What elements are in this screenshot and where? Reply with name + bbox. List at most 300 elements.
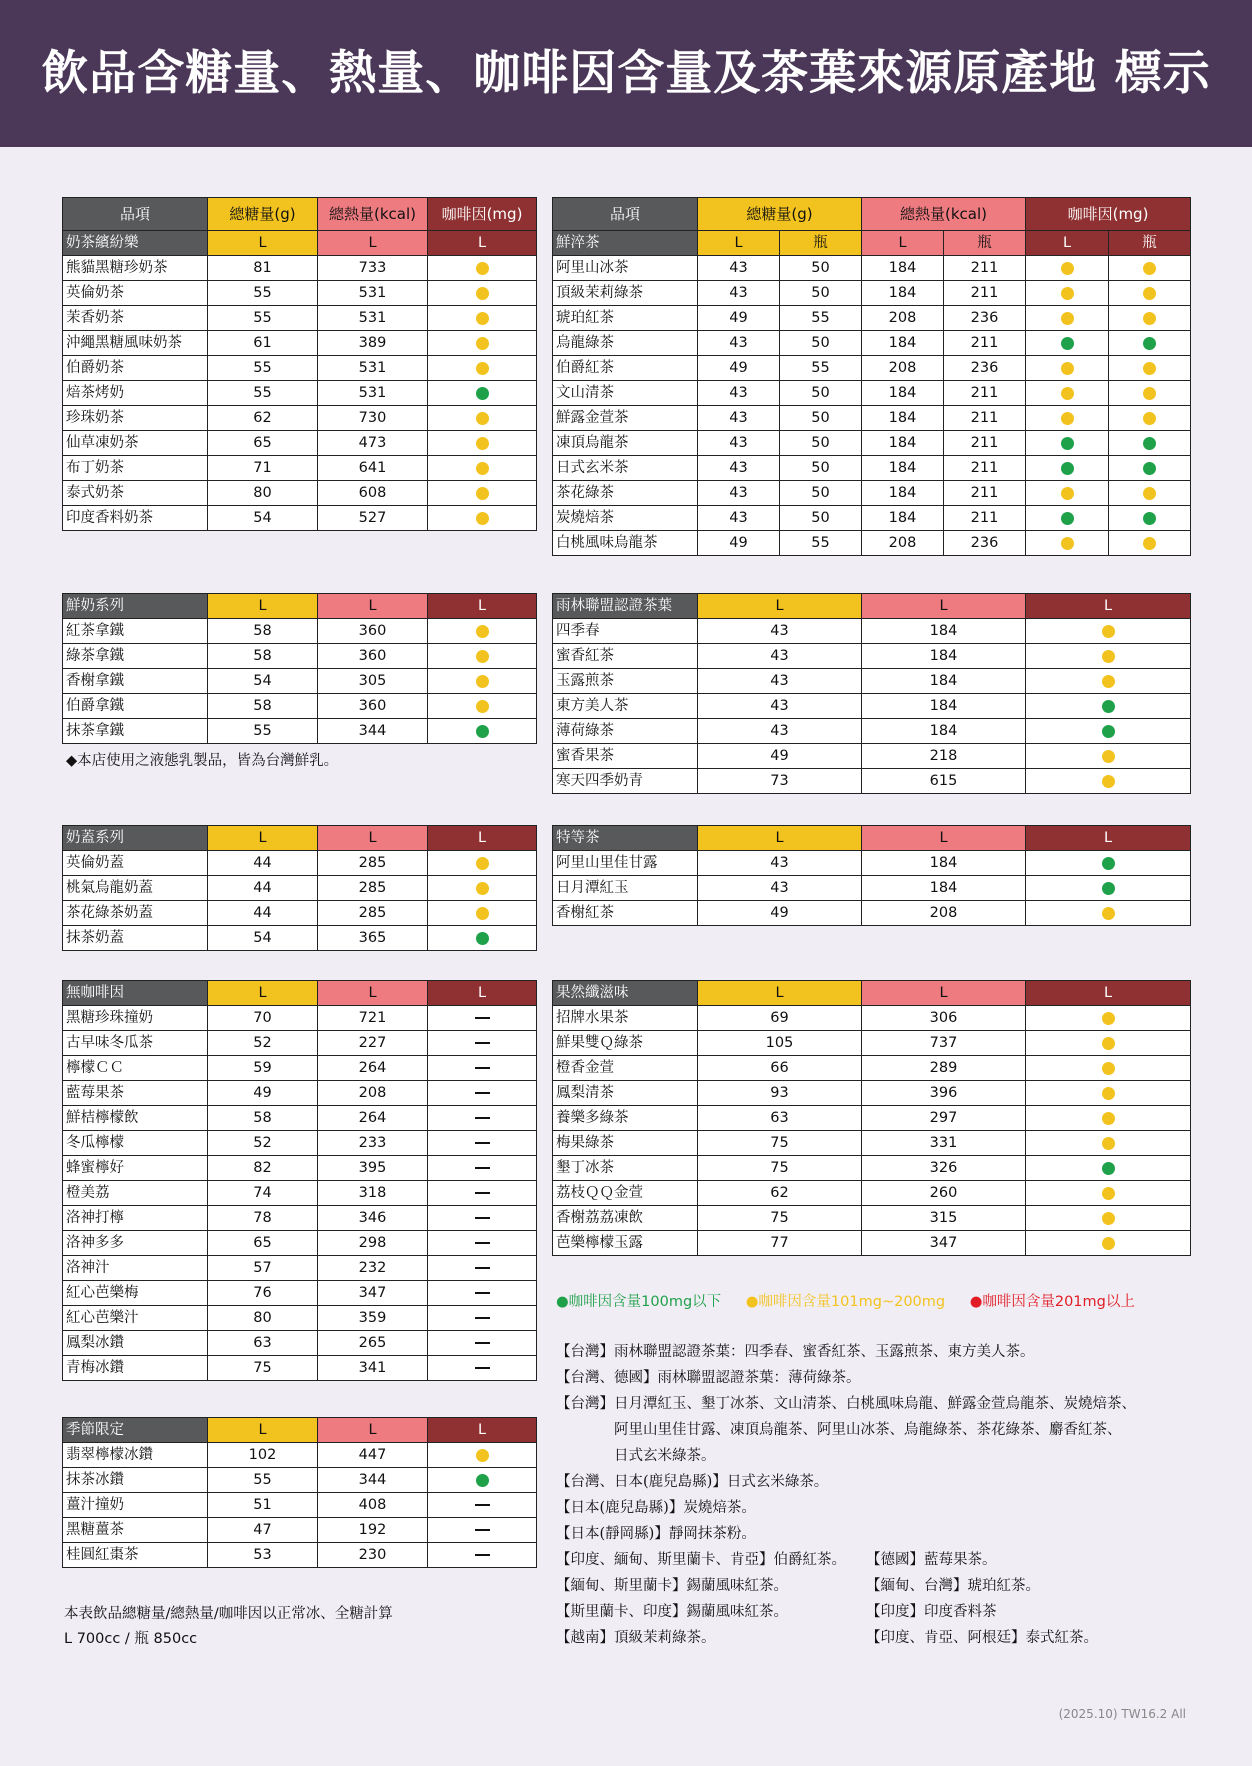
caffeine-cell	[428, 694, 537, 719]
table-row	[63, 506, 537, 531]
size-label: L	[428, 231, 537, 256]
sugar-value: 58	[208, 694, 318, 719]
item-name: 茶花綠茶	[553, 481, 698, 506]
sugar-value: 43	[698, 644, 862, 669]
item-name: 寒天四季奶青	[553, 769, 698, 794]
sugar-value: 81	[208, 256, 318, 281]
green-caffeine-dot	[1143, 462, 1156, 475]
sugar-value: 55	[208, 381, 318, 406]
decaf-table	[62, 980, 537, 1381]
table-row	[63, 481, 537, 506]
caffeine-cell	[1026, 694, 1191, 719]
yellow-caffeine-dot	[1143, 537, 1156, 550]
kcal-value: 184	[862, 281, 944, 306]
section-header-row	[63, 1418, 537, 1443]
sugar-value: 77	[698, 1231, 862, 1256]
kcal-value: 326	[862, 1156, 1026, 1181]
table-row	[63, 1231, 537, 1256]
caffeine-cell	[1109, 506, 1191, 531]
size-label: L	[428, 981, 537, 1006]
kcal-value: 347	[862, 1231, 1026, 1256]
header-kcal: 總熱量(kcal)	[318, 198, 428, 231]
fresh-tea-table	[552, 197, 1191, 556]
caffeine-cell	[428, 1306, 537, 1331]
table-row	[63, 1518, 537, 1543]
table-row	[553, 769, 1191, 794]
sugar-value: 49	[698, 306, 780, 331]
item-name: 洛神多多	[63, 1231, 208, 1256]
table-row	[63, 431, 537, 456]
section-name: 鮮奶系列	[63, 594, 208, 619]
item-name: 鳳梨清茶	[553, 1081, 698, 1106]
item-name: 白桃風味烏龍茶	[553, 531, 698, 556]
caffeine-cell	[428, 1031, 537, 1056]
sugar-value: 70	[208, 1006, 318, 1031]
bottom-note-calc: 本表飲品總糖量/總熱量/咖啡因以正常冰、全糖計算	[64, 1606, 393, 1622]
kcal-value: 318	[318, 1181, 428, 1206]
caffeine-cell	[1026, 1206, 1191, 1231]
size-label: L	[428, 594, 537, 619]
yellow-caffeine-dot	[1102, 650, 1115, 663]
no-caffeine-dash	[475, 1142, 490, 1144]
item-name: 玉露煎茶	[553, 669, 698, 694]
sugar-value-bottle: 50	[780, 331, 862, 356]
origin-line: 【日本(鹿兒島縣)】炭燒焙茶。	[556, 1500, 756, 1516]
kcal-value: 341	[318, 1356, 428, 1381]
table-row	[63, 1468, 537, 1493]
table-row	[553, 669, 1191, 694]
kcal-value: 208	[318, 1081, 428, 1106]
origin-line: 【斯里蘭卡、印度】錫蘭風味紅茶。	[556, 1604, 788, 1620]
table-row	[63, 1056, 537, 1081]
kcal-value: 641	[318, 456, 428, 481]
kcal-value: 305	[318, 669, 428, 694]
caffeine-cell	[1026, 851, 1191, 876]
item-name: 伯爵奶茶	[63, 356, 208, 381]
caffeine-cell	[1026, 356, 1109, 381]
caffeine-cell	[428, 1256, 537, 1281]
no-caffeine-dash	[475, 1092, 490, 1094]
yellow-caffeine-dot	[1102, 1212, 1115, 1225]
table-row	[63, 669, 537, 694]
sugar-value: 54	[208, 926, 318, 951]
kcal-value: 447	[318, 1443, 428, 1468]
kcal-value: 184	[862, 406, 944, 431]
section-header-row	[63, 826, 537, 851]
yellow-caffeine-dot	[476, 882, 489, 895]
sugar-value: 43	[698, 619, 862, 644]
caffeine-cell	[428, 926, 537, 951]
item-name: 茉香奶茶	[63, 306, 208, 331]
no-caffeine-dash	[475, 1504, 490, 1506]
sugar-value: 43	[698, 669, 862, 694]
item-name: 薑汁撞奶	[63, 1493, 208, 1518]
item-name: 伯爵拿鐵	[63, 694, 208, 719]
caffeine-cell	[428, 1231, 537, 1256]
item-name: 紅茶拿鐵	[63, 619, 208, 644]
table-row	[63, 644, 537, 669]
kcal-value: 208	[862, 531, 944, 556]
caffeine-cell	[428, 256, 537, 281]
table-row	[63, 1181, 537, 1206]
section-header-row	[553, 826, 1191, 851]
caffeine-cell	[428, 644, 537, 669]
table-row	[553, 1156, 1191, 1181]
section-header-row	[553, 981, 1191, 1006]
kcal-value-bottle: 236	[944, 356, 1026, 381]
green-caffeine-dot	[476, 932, 489, 945]
no-caffeine-dash	[475, 1217, 490, 1219]
table-row	[63, 1106, 537, 1131]
fresh-milk-note: ◆本店使用之液態乳製品，皆為台灣鮮乳。	[66, 753, 339, 769]
item-name: 抹茶奶蓋	[63, 926, 208, 951]
kcal-value: 389	[318, 331, 428, 356]
no-caffeine-dash	[475, 1192, 490, 1194]
sugar-value: 62	[208, 406, 318, 431]
sugar-value: 44	[208, 901, 318, 926]
item-name: 頂級茉莉綠茶	[553, 281, 698, 306]
table-row	[553, 851, 1191, 876]
item-name: 橙美荔	[63, 1181, 208, 1206]
section-name: 奶茶繽紛樂	[63, 231, 208, 256]
table-row	[63, 1306, 537, 1331]
caffeine-cell	[428, 1131, 537, 1156]
item-name: 檸檬ＣＣ	[63, 1056, 208, 1081]
sugar-value: 43	[698, 331, 780, 356]
item-name: 文山清茶	[553, 381, 698, 406]
table-row	[553, 456, 1191, 481]
size-label: 瓶	[1109, 231, 1191, 256]
item-name: 橙香金萱	[553, 1056, 698, 1081]
item-name: 英倫奶蓋	[63, 851, 208, 876]
kcal-value: 264	[318, 1106, 428, 1131]
caffeine-cell	[1109, 331, 1191, 356]
table-row	[63, 1443, 537, 1468]
table-row	[553, 1006, 1191, 1031]
sugar-value: 58	[208, 644, 318, 669]
sugar-value-bottle: 50	[780, 456, 862, 481]
item-name: 梅果綠茶	[553, 1131, 698, 1156]
table-row	[63, 1356, 537, 1381]
header-kcal: 總熱量(kcal)	[862, 198, 1026, 231]
kcal-value: 264	[318, 1056, 428, 1081]
item-name: 藍莓果茶	[63, 1081, 208, 1106]
caffeine-cell	[428, 876, 537, 901]
green-caffeine-dot	[1061, 512, 1074, 525]
bottom-note-size: L 700cc / 瓶 850cc	[64, 1631, 198, 1647]
kcal-value: 184	[862, 506, 944, 531]
kcal-value: 260	[862, 1181, 1026, 1206]
caffeine-cell	[1109, 481, 1191, 506]
table-row	[63, 1493, 537, 1518]
yellow-caffeine-dot	[476, 857, 489, 870]
table-row	[553, 381, 1191, 406]
yellow-caffeine-dot	[476, 337, 489, 350]
item-name: 蜂蜜檸好	[63, 1156, 208, 1181]
sugar-value-bottle: 55	[780, 356, 862, 381]
kcal-value: 360	[318, 694, 428, 719]
table-row	[63, 876, 537, 901]
kcal-value: 285	[318, 851, 428, 876]
header-caffeine: 咖啡因(mg)	[428, 198, 537, 231]
caffeine-cell	[1026, 506, 1109, 531]
green-caffeine-dot	[1102, 725, 1115, 738]
item-name: 阿里山里佳甘露	[553, 851, 698, 876]
section-name: 雨林聯盟認證茶葉	[553, 594, 698, 619]
table-row	[63, 1006, 537, 1031]
item-name: 黑糖薑茶	[63, 1518, 208, 1543]
table-row	[63, 256, 537, 281]
item-name: 蜜香紅茶	[553, 644, 698, 669]
rainforest-table	[552, 593, 1191, 794]
kcal-value-bottle: 236	[944, 531, 1026, 556]
kcal-value: 233	[318, 1131, 428, 1156]
section-header-row	[553, 231, 1191, 256]
section-name: 果然纖滋味	[553, 981, 698, 1006]
caffeine-cell	[1109, 456, 1191, 481]
caffeine-cell	[428, 431, 537, 456]
kcal-value: 230	[318, 1543, 428, 1568]
milk-tea-table	[62, 197, 537, 531]
sugar-value-bottle: 55	[780, 531, 862, 556]
table-row	[63, 694, 537, 719]
kcal-value: 527	[318, 506, 428, 531]
caffeine-cell	[428, 1443, 537, 1468]
caffeine-cell	[428, 1281, 537, 1306]
section-header-row	[63, 231, 537, 256]
caffeine-cell	[428, 456, 537, 481]
kcal-value-bottle: 236	[944, 306, 1026, 331]
sugar-value: 74	[208, 1181, 318, 1206]
caffeine-cell	[428, 1206, 537, 1231]
kcal-value: 208	[862, 306, 944, 331]
caffeine-cell	[428, 1181, 537, 1206]
item-name: 古早味冬瓜茶	[63, 1031, 208, 1056]
sugar-value: 52	[208, 1031, 318, 1056]
item-name: 洛神汁	[63, 1256, 208, 1281]
origin-line: 【台灣】雨林聯盟認證茶葉：四季春、蜜香紅茶、玉露煎茶、東方美人茶。	[556, 1344, 1035, 1360]
table-row	[553, 644, 1191, 669]
caffeine-cell	[1026, 1156, 1191, 1181]
section-name: 鮮淬茶	[553, 231, 698, 256]
origin-line: 【印度、肯亞、阿根廷】泰式紅茶。	[866, 1630, 1098, 1646]
item-name: 洛神打檸	[63, 1206, 208, 1231]
caffeine-cell	[428, 1331, 537, 1356]
size-label: L	[208, 231, 318, 256]
caffeine-cell	[428, 481, 537, 506]
kcal-value: 265	[318, 1331, 428, 1356]
table-row	[63, 1543, 537, 1568]
caffeine-cell	[1026, 901, 1191, 926]
sugar-value: 53	[208, 1543, 318, 1568]
sugar-value: 47	[208, 1518, 318, 1543]
item-name: 鮮桔檸檬飲	[63, 1106, 208, 1131]
table-row	[553, 1106, 1191, 1131]
green-caffeine-dot	[476, 1474, 489, 1487]
caffeine-cell	[1026, 1056, 1191, 1081]
caffeine-cell	[1109, 306, 1191, 331]
size-label: L	[428, 826, 537, 851]
item-name: 四季春	[553, 619, 698, 644]
no-caffeine-dash	[475, 1367, 490, 1369]
sugar-value: 76	[208, 1281, 318, 1306]
item-name: 抹茶拿鐵	[63, 719, 208, 744]
kcal-value: 184	[862, 381, 944, 406]
kcal-value: 531	[318, 356, 428, 381]
table-row	[553, 356, 1191, 381]
sugar-value: 43	[698, 719, 862, 744]
kcal-value: 531	[318, 306, 428, 331]
sugar-value: 58	[208, 1106, 318, 1131]
kcal-value: 730	[318, 406, 428, 431]
yellow-caffeine-dot	[476, 412, 489, 425]
origin-line: 【日本(靜岡縣)】靜岡抹茶粉。	[556, 1526, 756, 1542]
table-row	[553, 1031, 1191, 1056]
table-row	[553, 1081, 1191, 1106]
item-name: 英倫奶茶	[63, 281, 208, 306]
yellow-caffeine-dot	[1102, 625, 1115, 638]
caffeine-cell	[428, 1056, 537, 1081]
sugar-value: 54	[208, 506, 318, 531]
sugar-value: 102	[208, 1443, 318, 1468]
sugar-value: 43	[698, 481, 780, 506]
caffeine-cell	[1026, 431, 1109, 456]
kcal-value-bottle: 211	[944, 281, 1026, 306]
item-name: 沖繩黑糖風味奶茶	[63, 331, 208, 356]
item-name: 薄荷綠茶	[553, 719, 698, 744]
sugar-value: 54	[208, 669, 318, 694]
kcal-value: 227	[318, 1031, 428, 1056]
kcal-value: 344	[318, 719, 428, 744]
caffeine-cell	[428, 281, 537, 306]
item-name: 綠茶拿鐵	[63, 644, 208, 669]
sugar-value: 43	[698, 431, 780, 456]
item-name: 珍珠奶茶	[63, 406, 208, 431]
caffeine-cell	[1109, 381, 1191, 406]
kcal-value: 359	[318, 1306, 428, 1331]
table-row	[553, 619, 1191, 644]
no-caffeine-dash	[475, 1067, 490, 1069]
caffeine-cell	[1026, 719, 1191, 744]
section-name: 季節限定	[63, 1418, 208, 1443]
caffeine-cell	[428, 851, 537, 876]
table-row	[63, 381, 537, 406]
table-row	[553, 876, 1191, 901]
table-row	[63, 851, 537, 876]
yellow-caffeine-dot	[1143, 412, 1156, 425]
no-caffeine-dash	[475, 1292, 490, 1294]
yellow-caffeine-dot	[476, 312, 489, 325]
origin-line: 【台灣、德國】雨林聯盟認證茶葉：薄荷綠茶。	[556, 1370, 861, 1386]
header-sugar: 總糖量(g)	[698, 198, 862, 231]
sugar-value: 43	[698, 506, 780, 531]
section-header-row	[63, 594, 537, 619]
special-table	[552, 825, 1191, 926]
item-name: 伯爵紅茶	[553, 356, 698, 381]
item-name: 青梅冰鑽	[63, 1356, 208, 1381]
kcal-value-bottle: 211	[944, 481, 1026, 506]
item-name: 印度香料奶茶	[63, 506, 208, 531]
item-name: 紅心芭樂梅	[63, 1281, 208, 1306]
sugar-value: 73	[698, 769, 862, 794]
yellow-caffeine-dot	[1102, 1062, 1115, 1075]
table-row	[63, 619, 537, 644]
sugar-value: 71	[208, 456, 318, 481]
sugar-value: 55	[208, 356, 318, 381]
table-row	[63, 1206, 537, 1231]
origin-line: 【印度】印度香料茶	[866, 1604, 997, 1620]
table-row	[553, 901, 1191, 926]
kcal-value-bottle: 211	[944, 256, 1026, 281]
section-name: 特等茶	[553, 826, 698, 851]
no-caffeine-dash	[475, 1317, 490, 1319]
kcal-value: 737	[862, 1031, 1026, 1056]
yellow-caffeine-dot	[1102, 775, 1115, 788]
yellow-caffeine-dot	[1102, 1037, 1115, 1050]
sugar-value: 80	[208, 481, 318, 506]
kcal-value: 184	[862, 669, 1026, 694]
size-label: L	[208, 981, 318, 1006]
yellow-caffeine-dot	[1143, 262, 1156, 275]
kcal-value: 184	[862, 431, 944, 456]
no-caffeine-dash	[475, 1042, 490, 1044]
origin-line: 【台灣】日月潭紅玉、墾丁冰茶、文山清茶、白桃風味烏龍、鮮露金萱烏龍茶、炭燒焙茶、	[556, 1396, 1136, 1412]
table-row	[553, 1206, 1191, 1231]
caffeine-cell	[428, 1006, 537, 1031]
size-label: L	[208, 826, 318, 851]
table-row	[63, 1256, 537, 1281]
caffeine-cell	[1026, 1131, 1191, 1156]
size-label: L	[698, 594, 862, 619]
size-label: 瓶	[944, 231, 1026, 256]
item-name: 香榭紅茶	[553, 901, 698, 926]
kcal-value: 232	[318, 1256, 428, 1281]
sugar-value: 43	[698, 851, 862, 876]
caffeine-cell	[1026, 381, 1109, 406]
item-name: 凍頂烏龍茶	[553, 431, 698, 456]
yellow-caffeine-dot	[1061, 312, 1074, 325]
kcal-value: 365	[318, 926, 428, 951]
origin-list-right	[866, 1547, 1098, 1651]
sugar-value: 49	[698, 744, 862, 769]
kcal-value-bottle: 211	[944, 381, 1026, 406]
no-caffeine-dash	[475, 1017, 490, 1019]
kcal-value: 360	[318, 619, 428, 644]
sugar-value: 55	[208, 719, 318, 744]
table-row	[553, 281, 1191, 306]
size-label: L	[1026, 981, 1191, 1006]
table-row	[63, 1331, 537, 1356]
yellow-caffeine-dot	[476, 675, 489, 688]
caffeine-cell	[428, 719, 537, 744]
kcal-value: 285	[318, 901, 428, 926]
caffeine-cell	[428, 1493, 537, 1518]
no-caffeine-dash	[475, 1117, 490, 1119]
item-name: 炭燒焙茶	[553, 506, 698, 531]
yellow-caffeine-dot	[1061, 287, 1074, 300]
size-label: L	[318, 594, 428, 619]
caffeine-cell	[428, 1156, 537, 1181]
item-name: 香榭拿鐵	[63, 669, 208, 694]
item-name: 桂圓紅棗茶	[63, 1543, 208, 1568]
kcal-value: 531	[318, 281, 428, 306]
kcal-value: 346	[318, 1206, 428, 1231]
yellow-caffeine-dot	[1061, 362, 1074, 375]
green-caffeine-dot	[1102, 882, 1115, 895]
yellow-caffeine-dot	[476, 700, 489, 713]
yellow-caffeine-dot	[476, 650, 489, 663]
table-row	[63, 1156, 537, 1181]
